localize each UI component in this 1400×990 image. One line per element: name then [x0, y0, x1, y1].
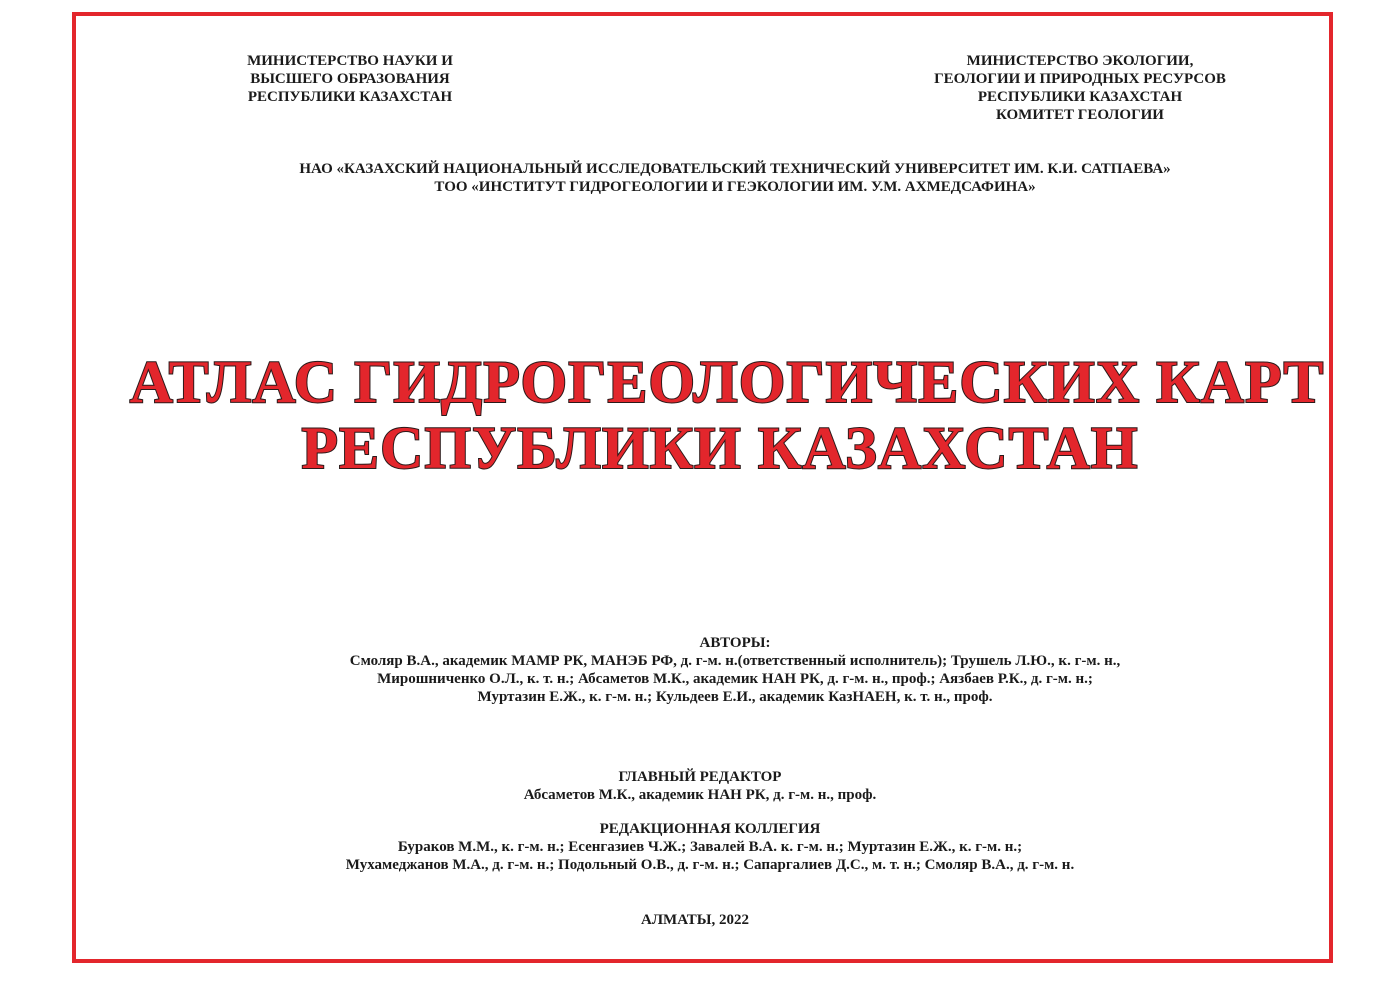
authors-block [150, 634, 1320, 706]
ministry-right-line: МИНИСТЕРСТВО ЭКОЛОГИИ, [966, 53, 1194, 69]
authors-heading: АВТОРЫ: [699, 635, 771, 651]
editorial-board-line: Мухамеджанов М.А., д. г-м. н.; Подольный О.В., д. г-м. н.; Сапаргалиев Д.С., м. т. н.; Смоляр В.А., д. г-м. н. [345, 857, 1075, 873]
ministry-right-line: КОМИТЕТ ГЕОЛОГИИ [996, 107, 1164, 123]
authors-line: Смоляр В.А., академик МАМР РК, МАНЭБ РФ, д. г-м. н.(ответственный исполнитель); Трушель Л.Ю., к. г-м. н., [349, 653, 1121, 669]
chief-editor-name: Абсаметов М.К., академик НАН РК, д. г-м. н., проф. [523, 787, 877, 803]
chief-editor-heading: ГЛАВНЫЙ РЕДАКТОР [618, 769, 782, 785]
ministry-left-line: РЕСПУБЛИКИ КАЗАХСТАН [247, 89, 453, 105]
ministry-right-header [880, 52, 1280, 124]
ministry-right-line: РЕСПУБЛИКИ КАЗАХСТАН [977, 89, 1183, 105]
authors-line: Муртазин Е.Ж., к. г-м. н.; Кульдеев Е.И., академик КазНАЕН, к. т. н., проф. [477, 689, 993, 705]
ministry-left-line: ВЫСШЕГО ОБРАЗОВАНИЯ [250, 71, 450, 87]
atlas-title-line-1: АТЛАС ГИДРОГЕОЛОГИЧЕСКИХ КАРТ [129, 349, 1325, 415]
editorial-board-block [150, 820, 1270, 874]
city-year-footer: АЛМАТЫ, 2022 [641, 912, 749, 928]
atlas-title-line-2: РЕСПУБЛИКИ КАЗАХСТАН [301, 415, 1139, 481]
institution-line: ТОО «ИНСТИТУТ ГИДРОГЕОЛОГИИ И ГЕЭКОЛОГИИ ИМ. У.М. АХМЕДСАФИНА» [434, 179, 1036, 195]
ministry-left-line: МИНИСТЕРСТВО НАУКИ И [247, 53, 453, 69]
chief-editor-block [150, 768, 1250, 804]
institution-line: НАО «КАЗАХСКИЙ НАЦИОНАЛЬНЫЙ ИССЛЕДОВАТЕЛЬСКИЙ ТЕХНИЧЕСКИЙ УНИВЕРСИТЕТ ИМ. К.И. САТПАЕВА» [299, 161, 1171, 177]
editorial-board-line: Бураков М.М., к. г-м. н.; Есенгазиев Ч.Ж.; Завалей В.А. к. г-м. н.; Муртазин Е.Ж., к. г-м. н.; [397, 839, 1023, 855]
institutions-block [150, 160, 1320, 196]
ministry-right-line: ГЕОЛОГИИ И ПРИРОДНЫХ РЕСУРСОВ [934, 71, 1226, 87]
editorial-board-heading: РЕДАКЦИОННАЯ КОЛЛЕГИЯ [599, 821, 821, 837]
authors-line: Мирошниченко О.Л., к. т. н.; Абсаметов М.К., академик НАН РК, д. г-м. н., проф.; Аязбаев Р.К., д. г-м. н.; [377, 671, 1093, 687]
ministry-left-header [200, 52, 500, 106]
